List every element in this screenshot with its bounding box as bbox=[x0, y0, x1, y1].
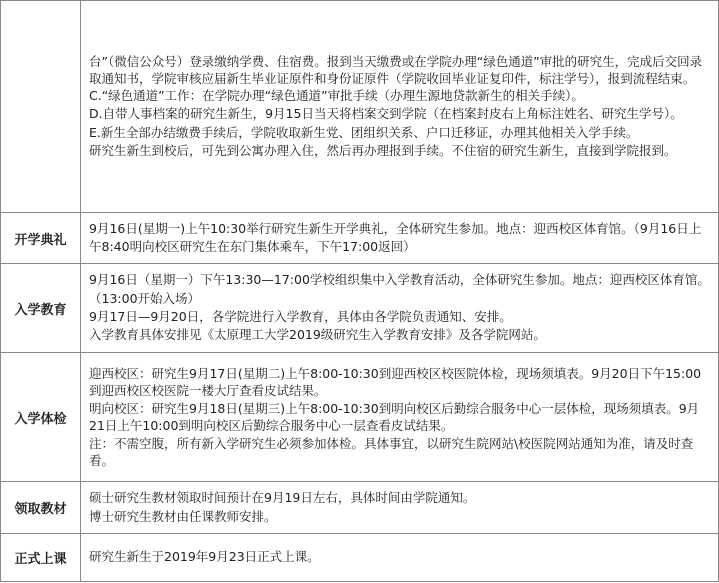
row-text: 研究生新生到校后，可先到公寓办理入住，然后再办理报到手续。不住宿的研究生新生，直接到学院报到。 bbox=[89, 143, 677, 158]
row-text: E.新生全部办结缴费手续后，学院收取新生党、团组织关系、户口迁移证，办理其他相关入学手续。 bbox=[89, 124, 639, 140]
row-label: 入学体检 bbox=[1, 353, 81, 482]
table-row bbox=[1, 482, 719, 534]
row-text: 研究生新生于2019年9月23日正式上课。 bbox=[89, 549, 320, 565]
row-content bbox=[81, 264, 719, 353]
row-text: 明向校区：研究生9月18日(星期三)上午8:00-10:30到明向校区后勤综合服务中心一层体检，现场须填表。9月21日上午10:00到明向校区后勤综合服务中心一层查看皮试结果。 bbox=[89, 400, 700, 433]
table-row bbox=[1, 534, 719, 582]
table-row bbox=[1, 213, 719, 264]
row-label bbox=[1, 1, 81, 213]
table-row bbox=[1, 264, 719, 353]
row-label: 正式上课 bbox=[1, 534, 81, 582]
row-text: 台”（微信公众号）登录缴纳学费、住宿费。报到当天缴费或在学院办理“绿色通道”审批的研究生，完成后交回录取通知书，学院审核应届新生毕业证原件和身份证原件（学院收回毕业证复印件，标注学号），报到流程结束。 bbox=[89, 53, 703, 86]
row-text: 硕士研究生教材领取时间预计在9月19日左右，具体时间由学院通知。 bbox=[89, 490, 476, 506]
row-text: 博士研究生教材由任课教师安排。 bbox=[89, 508, 277, 524]
row-label: 领取教材 bbox=[1, 482, 81, 534]
row-content bbox=[81, 482, 719, 534]
row-label: 入学教育 bbox=[1, 264, 81, 353]
row-content bbox=[81, 353, 719, 482]
row-text: 9月16日（星期一）下午13:30—17:00学校组织集中入学教育活动，全体研究生参加。地点：迎西校区体育馆。（13:00开始入场） bbox=[89, 272, 710, 306]
row-content bbox=[81, 213, 719, 264]
row-label: 开学典礼 bbox=[1, 213, 81, 264]
row-content bbox=[81, 1, 719, 213]
row-content bbox=[81, 534, 719, 582]
row-text: 注：不需空腹，所有新入学研究生必须参加体检。具体事宜，以研究生院网站\校医院网站通知为准，请及时查看。 bbox=[89, 435, 694, 468]
table-row bbox=[1, 353, 719, 482]
table-row bbox=[1, 1, 719, 213]
row-text: 入学教育具体安排见《太原理工大学2019级研究生入学教育安排》及各学院网站。 bbox=[89, 327, 546, 343]
row-text: C.“绿色通道”工作：在学院办理“绿色通道”审批手续（办理生源地贷款新生的相关手续）。 bbox=[89, 88, 584, 104]
row-text: 9月17日—9月20日，各学院进行入学教育，具体由各学院负责通知、安排。 bbox=[89, 309, 512, 324]
row-text: 9月16日(星期一)上午10:30举行研究生新生开学典礼，全体研究生参加。地点：迎西校区体育馆。（9月16日上午8:40明向校区研究生在东门集体乘车，下午17:00返回） bbox=[89, 220, 702, 254]
row-text: 迎西校区：研究生9月17日(星期二)上午8:00-10:30到迎西校区校医院体检，现场须填表。9月20日下午15:00到迎西校区校医院一楼大厅查看皮试结果。 bbox=[89, 365, 702, 398]
row-text: D.自带人事档案的研究生新生，9月15日当天将档案交到学院（在档案封皮右上角标注姓名、研究生学号）。 bbox=[89, 106, 683, 122]
